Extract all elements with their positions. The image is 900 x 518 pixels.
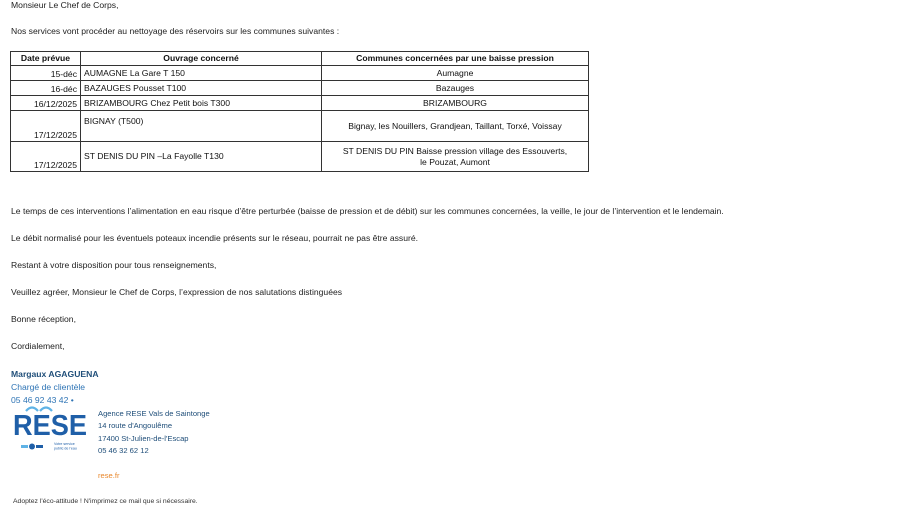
agency-street: 14 route d'Angoulême	[98, 421, 173, 431]
schedule-table	[10, 51, 589, 172]
agency-phone[interactable]: 05 46 32 62 12	[98, 445, 149, 455]
eco-note: Adoptez l'éco-attitude ! N'imprimez ce mail que si nécessaire.	[13, 498, 198, 505]
row-communes-line2: le Pouzat, Aumont	[420, 156, 490, 167]
table-row	[11, 81, 589, 96]
table-row	[11, 142, 589, 172]
row-communes: Aumagne	[322, 66, 589, 81]
row-communes-line1: ST DENIS DU PIN Baisse pression village des Essouverts,	[342, 145, 568, 156]
logo-text: RESE	[13, 410, 87, 442]
row-ouvrage: BAZAUGES Pousset T100	[81, 81, 322, 96]
agency-block	[98, 408, 210, 457]
intro-text: Nos services vont procéder au nettoyage des réservoirs sur les communes suivantes :	[11, 26, 340, 36]
row-communes: Bignay, les Nouillers, Grandjean, Taillant, Torxé, Voissay	[322, 111, 589, 142]
table-row	[11, 111, 589, 142]
row-communes: Bazauges	[322, 81, 589, 96]
row-date: 17/12/2025	[11, 142, 81, 172]
paragraph-salutations: Veuillez agréer, Monsieur le Chef de Corps, l’expression de nos salutations distinguées	[11, 287, 343, 297]
signature-name: Margaux AGAGUENA	[11, 369, 99, 379]
header-date: Date prévue	[11, 52, 81, 66]
signature-phone[interactable]: 05 46 92 43 42 •	[11, 395, 74, 405]
header-communes: Communes concernées par une baisse pression	[322, 52, 589, 66]
row-communes: BRIZAMBOURG	[322, 96, 589, 111]
row-ouvrage: AUMAGNE La Gare T 150	[81, 66, 322, 81]
table-row	[11, 96, 589, 111]
row-ouvrage: BIGNAY (T500)	[81, 111, 322, 142]
logo-tagline-2: public de l'eau	[54, 446, 77, 451]
row-ouvrage: BRIZAMBOURG Chez Petit bois T300	[81, 96, 322, 111]
header-ouvrage: Ouvrage concerné	[81, 52, 322, 66]
paragraph-interventions: Le temps de ces interventions l’alimentation en eau risque d’être perturbée (baisse de pression et de débit) sur les communes concernées, la veille, le jour de l’intervention et le lendemain.	[11, 206, 724, 216]
greeting: Monsieur Le Chef de Corps,	[11, 0, 119, 10]
agency-city: 17400 St-Julien-de-l'Escap	[98, 433, 189, 443]
rese-logo	[12, 404, 92, 456]
row-date: 17/12/2025	[11, 111, 81, 142]
row-communes	[322, 142, 589, 172]
website-link[interactable]: rese.fr	[98, 471, 120, 480]
row-date: 15-déc	[11, 66, 81, 81]
table-header-row	[11, 52, 589, 66]
paragraph-debit: Le débit normalisé pour les éventuels poteaux incendie présents sur le réseau, pourrait ne pas être assuré.	[11, 233, 419, 243]
logo-tagline-1: Votre service	[54, 442, 75, 446]
agency-name: Agence RESE Vals de Saintonge	[98, 409, 210, 418]
row-date: 16-déc	[11, 81, 81, 96]
row-date: 16/12/2025	[11, 96, 81, 111]
signature-role: Chargé de clientèle	[11, 382, 86, 392]
table-row	[11, 66, 589, 81]
paragraph-bonne-reception: Bonne réception,	[11, 314, 76, 324]
paragraph-cordialement: Cordialement,	[11, 341, 65, 351]
row-ouvrage: ST DENIS DU PIN –La Fayolle T130	[81, 142, 322, 172]
paragraph-disposition: Restant à votre disposition pour tous renseignements,	[11, 260, 217, 270]
